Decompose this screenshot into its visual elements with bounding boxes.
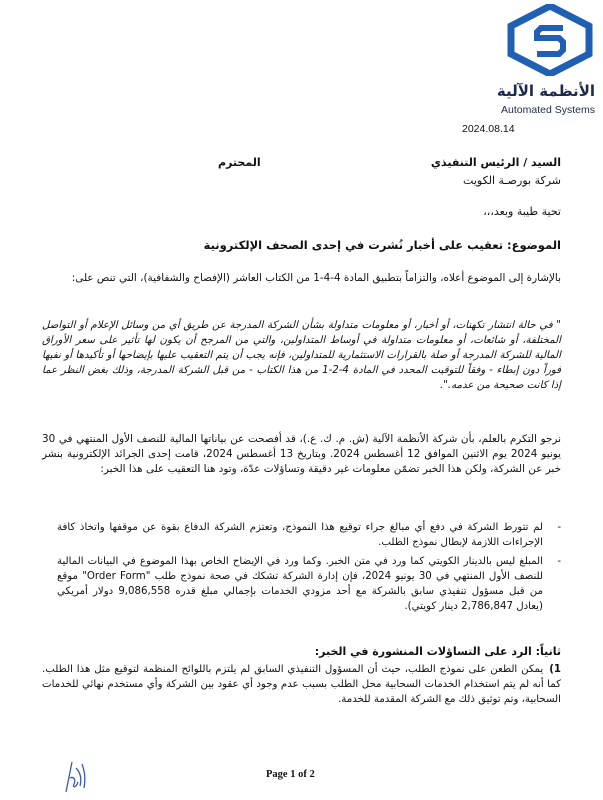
list-item: - لم تتورط الشركة في دفع أي مبالغ جراء توقيع هذا النموذج، وتعتزم الشركة الدفاع بقوة عن موقفها واتخاذ كافة الإجراءات اللازمة لإبطال نموذج الطلب.: [57, 522, 561, 548]
intro-paragraph: بالإشارة إلى الموضوع أعلاه، والتزاماً بتطبيق المادة 4-4-1 من الكتاب العاشر (الإفصاح والشفافية)، التي تنص على:: [71, 272, 561, 284]
signature-icon: [58, 758, 92, 794]
list-item: - المبلغ ليس بالدينار الكويتي كما ورد في متن الخبر. وكما ورد في الإيضاح الخاص بهذا الموضوع في البيانات المالية للنصف الأول المنتهي في 30 يونيو 2024، فإن إدارة الشركة تشكك في صحة نموذج طلب "Order Form" موقع من قبل مسؤول تنفيذي سابق بالشركة مع أحد مزودي الخدمات بإجمالي مبلغ قدره 9,086,558 دولار أمريكي (يعادل 2,786,847 دينار كويتي).: [57, 556, 561, 612]
brand-name-arabic: الأنظمة الآلية: [496, 82, 595, 100]
addressee-honorific: المحترم: [218, 156, 261, 169]
brand-name-english: Automated Systems: [501, 104, 595, 116]
quoted-article: " في حالة انتشار تكهنات، أو أخبار، أو معلومات متداولة بشأن الشركة المدرجة عن طريق أي من وسائل الإعلام أو التواصل المختلفة، أو شائعات، أو معلومات متداولة في أوساط المتداولين، والتي من المرجح أن يكون لها تأثير على سعر الأوراق المالية للشركة المدرجة أو صلة بالقرارات الاستثمارية للمتداولين، فإنه يجب أن يتم التعقيب عليها بإيضاحها أو تأكيدها أو نفيها فوراً دون إبطاء - وفقاً للتوقيت المحدد في المادة 4-2-1 من هذا الكتاب - من قبل الشركة المدرجة، وذلك بغض النظر عما إذا كانت صحيحة من عدمه.".: [42, 320, 561, 391]
numbered-item: [42, 662, 561, 707]
letter-date: 2024.08.14: [462, 123, 515, 135]
greeting: تحية طيبة وبعد،،،: [483, 205, 561, 218]
page-number: Page 1 of 2: [266, 769, 315, 780]
company-logo-icon: [505, 4, 595, 76]
addressee-line: [42, 156, 561, 169]
addressee-title: السيد / الرئيس التنفيذي: [430, 156, 561, 169]
bullet-list: [57, 520, 561, 618]
addressee-company: شركة بورصـة الكويت: [463, 174, 561, 187]
item-text: يمكن الطعن على نموذج الطلب، حيث أن المسؤول التنفيذي السابق لم يلتزم باللوائح المنظمة لتوقيع مثل هذا الطلب. كما أنه لم يتم استخدام الخدمات السحابية محل الطلب بسبب عدم وجود أي عقود بين الشركة وأي مستخدم نهائي للخدمات السحابية، وتم توثيق ذلك مع الشركة المقدمة للخدمة.: [42, 664, 561, 705]
item-number: 1): [549, 664, 561, 675]
subject-line: الموضوع: تعقيب على أخبار نُشرت في إحدى الصحف الإلكترونية: [203, 238, 561, 252]
body-paragraph: نرجو التكرم بالعلم، بأن شركة الأنظمة الآلية (ش. م. ك. ع.)، قد أفصحت عن بياناتها المالية للنصف الأول المنتهي في 30 يونيو 2024 يوم الاثنين الموافق 12 أغسطس 2024. وبتاريخ 13 أغسطس 2024، قامت إحدى الجرائد الإلكترونية بنشر خبر عن الشركة، ولكن هذا الخبر تضمّن معلومات غير دقيقة وتساؤلات عدّة، وتود هنا التعقيب على هذا الخبر:: [42, 433, 561, 475]
section-two-title: ثانياً: الرد على التساؤلات المنشورة في الخبر:: [314, 645, 561, 658]
